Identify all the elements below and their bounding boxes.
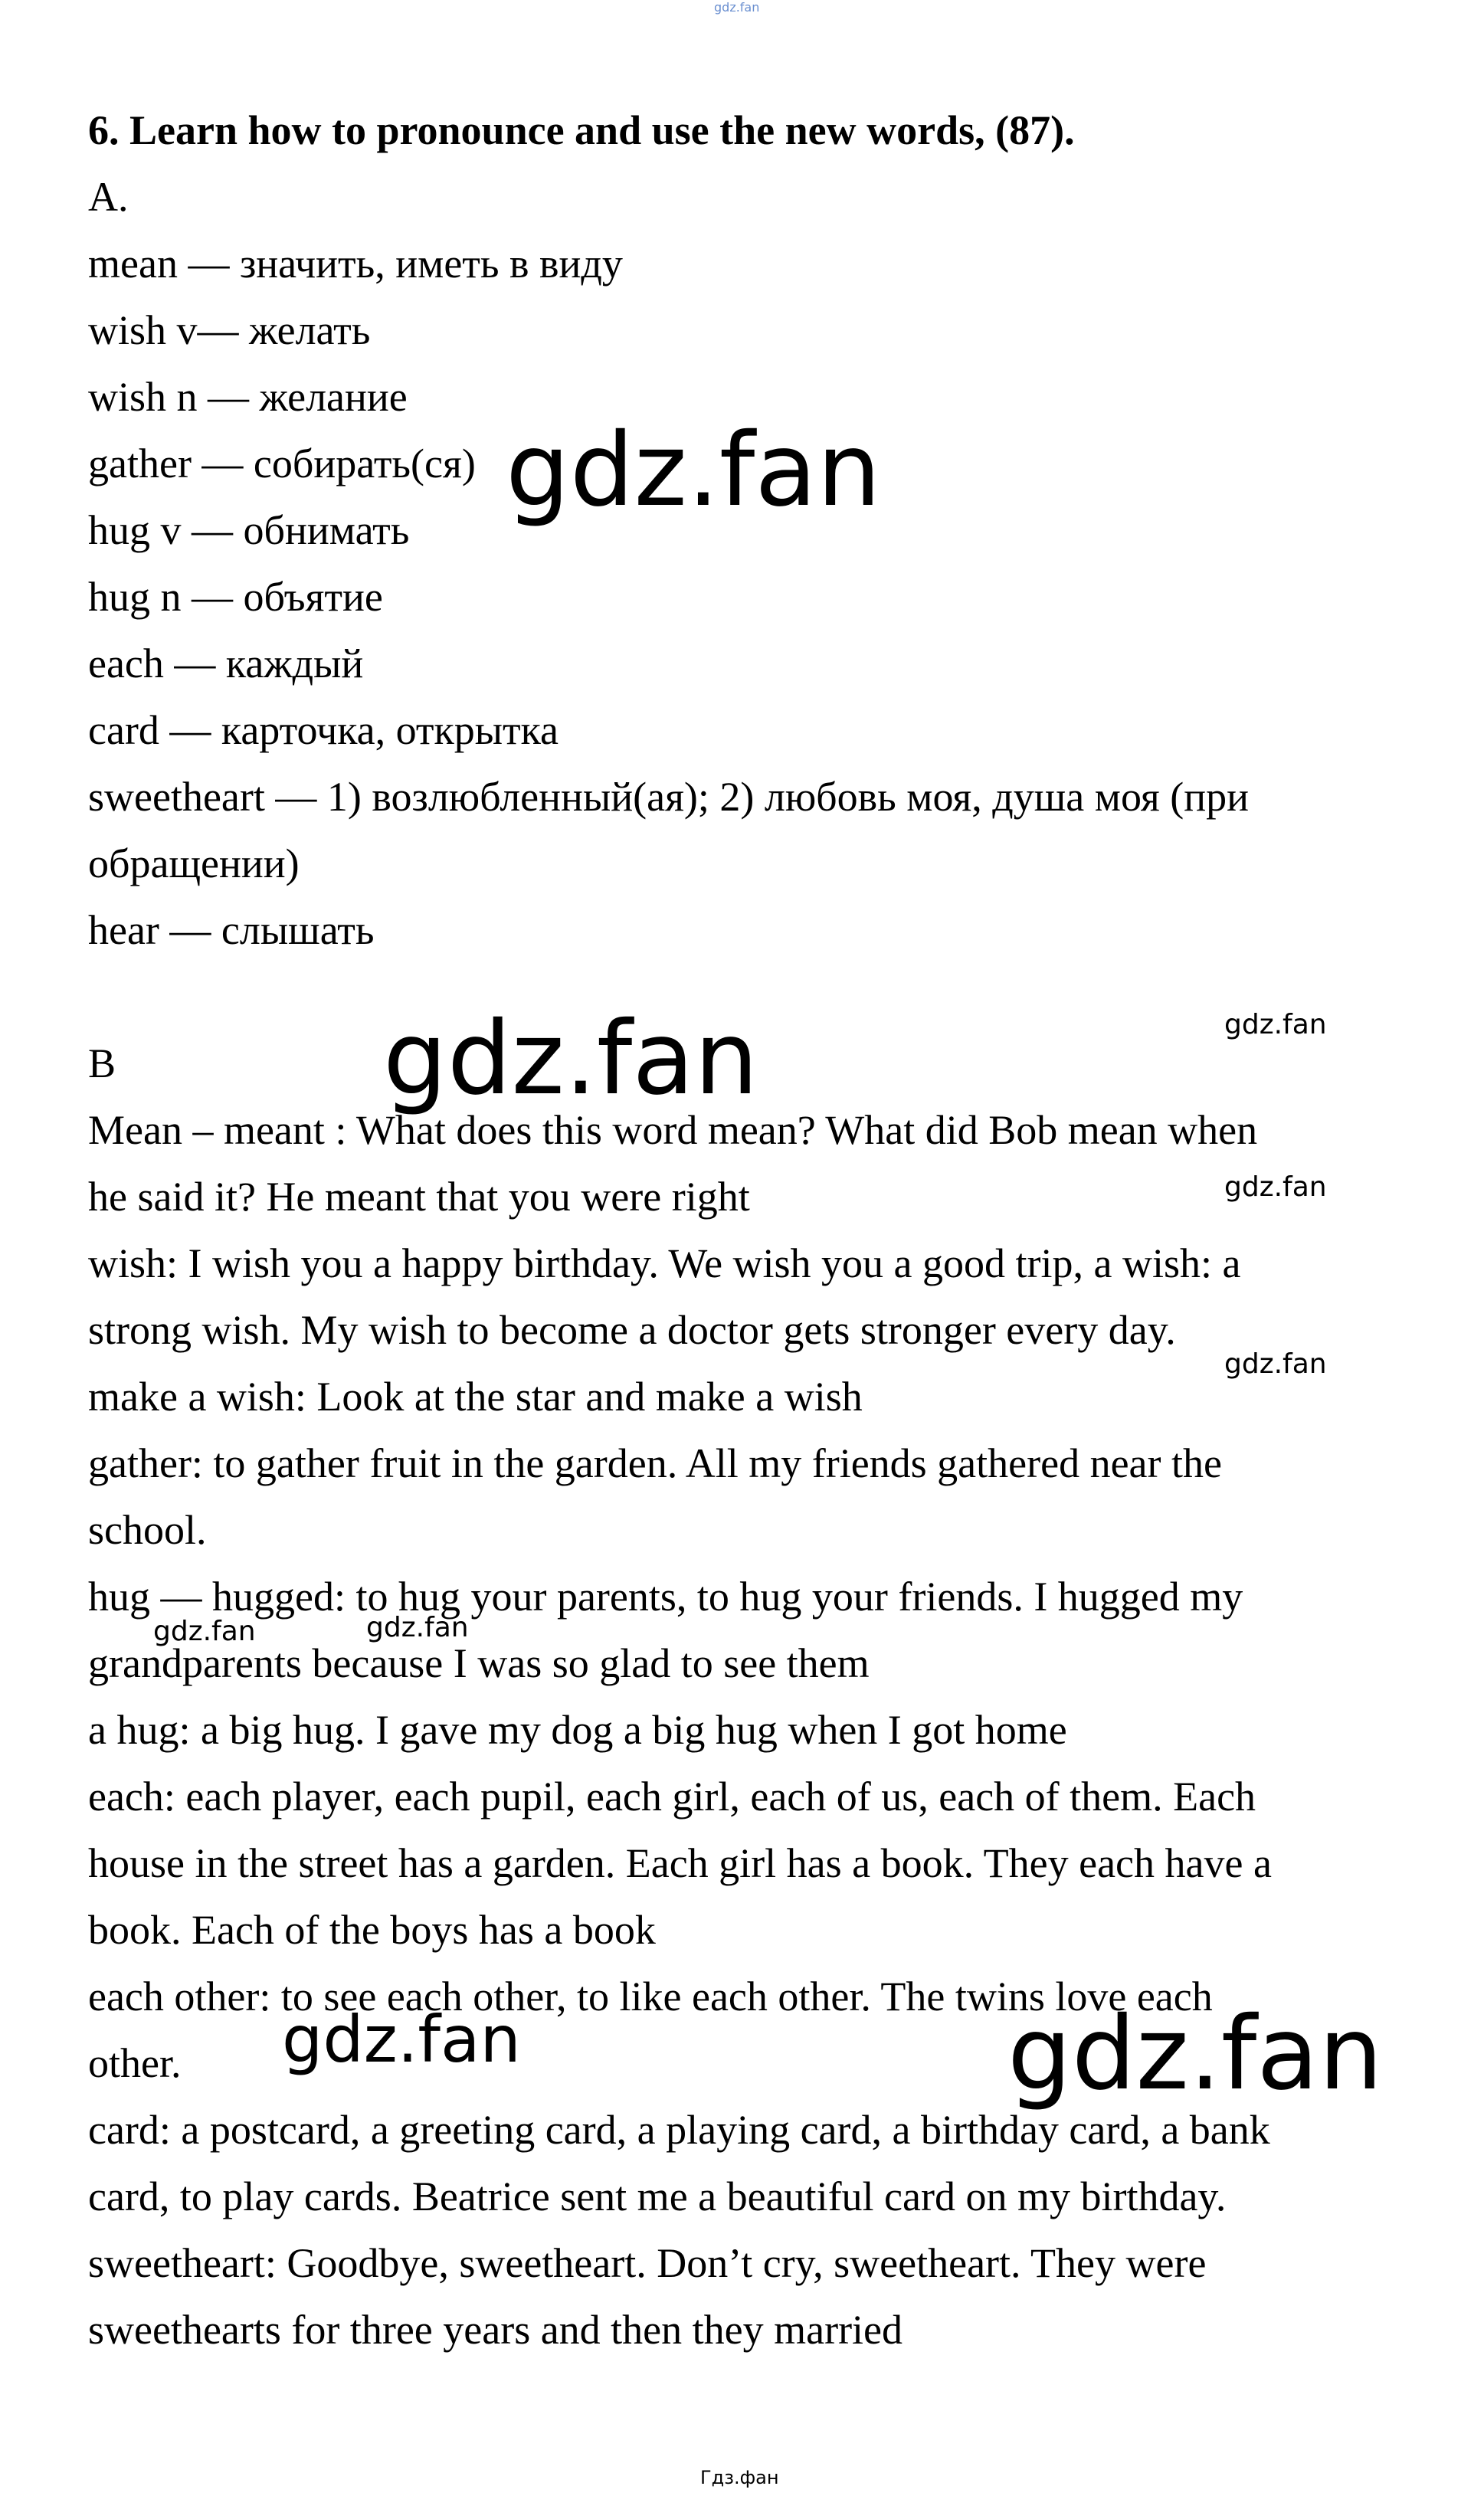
watermark-small: gdz.fan <box>1224 1009 1327 1040</box>
example-line: gather: to gather fruit in the garden. All my friends gathered near the <box>88 1440 1222 1486</box>
watermark-small: gdz.fan <box>366 1612 469 1643</box>
watermark-large: gdz.fan <box>1007 1995 1383 2113</box>
example-line: sweethearts for three years and then they married <box>88 2307 903 2353</box>
vocab-line: wish n — желание <box>88 374 408 420</box>
vocab-line: card — карточка, открытка <box>88 707 559 753</box>
example-line: other. <box>88 2040 182 2086</box>
vocab-line: hear — слышать <box>88 907 375 953</box>
example-line: card, to play cards. Beatrice sent me a beautiful card on my birthday. <box>88 2173 1227 2219</box>
example-line: wish: I wish you a happy birthday. We wish you a good trip, a wish: a <box>88 1240 1241 1286</box>
example-line: strong wish. My wish to become a doctor gets stronger every day. <box>88 1307 1176 1353</box>
example-line: Mean – meant : What does this word mean? What did Bob mean when <box>88 1107 1258 1153</box>
example-line: grandparents because I was so glad to see them <box>88 1640 870 1686</box>
watermark-small: gdz.fan <box>1224 1171 1327 1203</box>
vocab-line: обращении) <box>88 840 300 886</box>
exercise-heading: 6. Learn how to pronounce and use the new words, (87). <box>88 107 1075 153</box>
example-line: school. <box>88 1507 207 1553</box>
vocab-line: hug v — обнимать <box>88 507 410 553</box>
example-line: card: a postcard, a greeting card, a playing card, a birthday card, a bank <box>88 2107 1270 2153</box>
footer-watermark: Гдз.фан <box>700 2467 779 2488</box>
example-line: book. Each of the boys has a book <box>88 1907 656 1953</box>
watermark-large: gdz.fan <box>506 411 881 529</box>
section-b-label: B <box>88 1040 116 1086</box>
example-line: house in the street has a garden. Each girl has a book. They each have a <box>88 1840 1272 1886</box>
example-line: a hug: a big hug. I gave my dog a big hug when I got home <box>88 1707 1067 1753</box>
example-line: hug — hugged: to hug your parents, to hug your friends. I hugged my <box>88 1574 1243 1620</box>
watermark-large: gdz.fan <box>383 1000 758 1118</box>
example-line: each other: to see each other, to like each other. The twins love each <box>88 1974 1213 2019</box>
example-line: he said it? He meant that you were right <box>88 1174 750 1220</box>
vocab-line: wish v— желать <box>88 307 371 353</box>
watermark-medium: gdz.fan <box>282 2002 521 2077</box>
watermark-small: gdz.fan <box>1224 1348 1327 1380</box>
example-line: make a wish: Look at the star and make a wish <box>88 1374 863 1420</box>
vocab-line: sweetheart — 1) возлюбленный(ая); 2) любовь моя, душа моя (при <box>88 774 1250 820</box>
vocab-line: hug n — объятие <box>88 574 383 620</box>
vocab-line: mean — значить, иметь в виду <box>88 241 623 287</box>
vocab-line: gather — собирать(ся) <box>88 441 476 486</box>
example-line: sweetheart: Goodbye, sweetheart. Don’t cry, sweetheart. They were <box>88 2240 1207 2286</box>
example-line: each: each player, each pupil, each girl, each of us, each of them. Each <box>88 1774 1256 1820</box>
watermark-top: gdz.fan <box>714 0 760 15</box>
watermark-small: gdz.fan <box>153 1616 256 1647</box>
vocab-line: each — каждый <box>88 640 364 686</box>
section-a-label: A. <box>88 174 129 220</box>
